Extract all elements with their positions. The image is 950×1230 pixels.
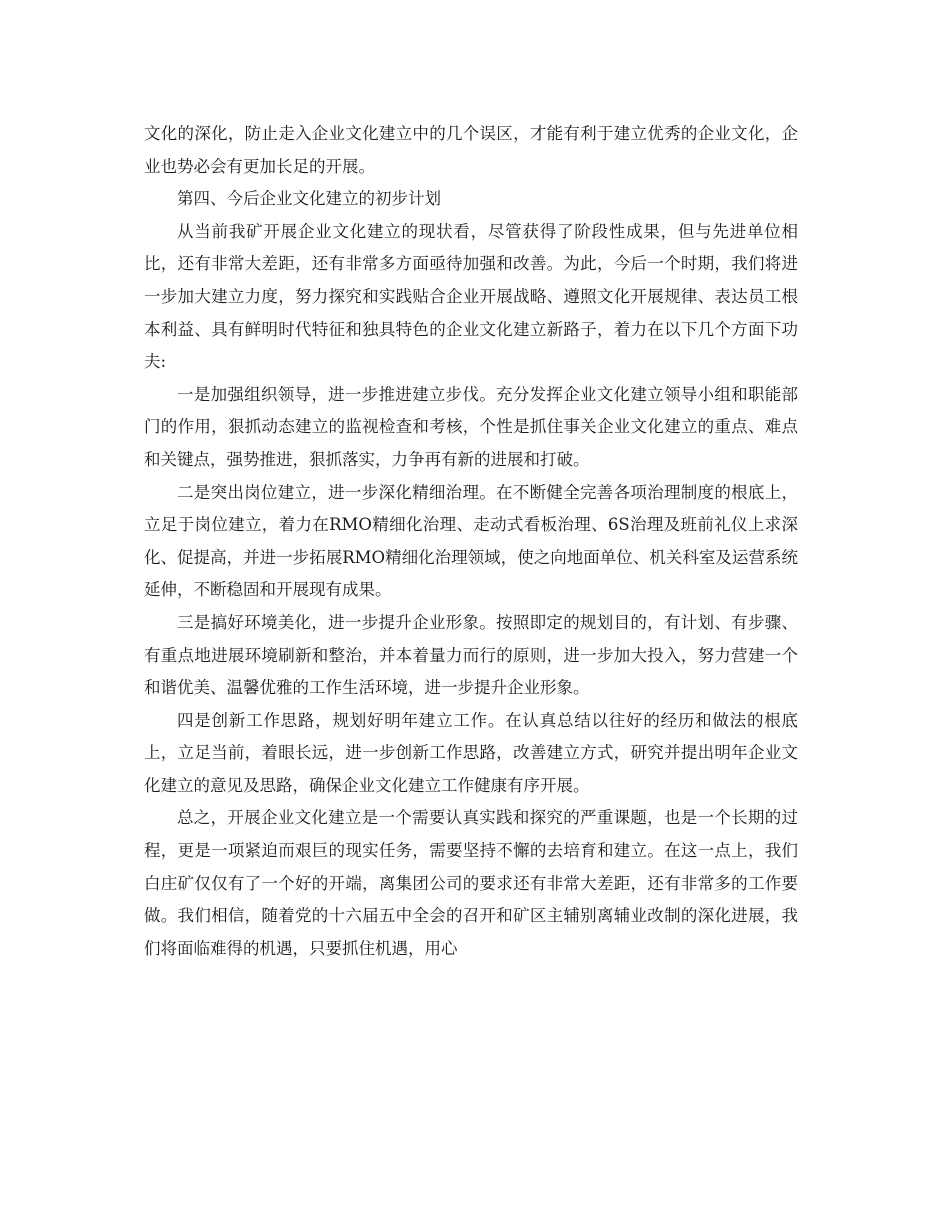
- paragraph-current-status: 从当前我矿开展企业文化建立的现状看，尽管获得了阶段性成果，但与先进单位相比，还有非常大差距，还有非常多方面亟待加强和改善。为此，今后一个时期，我们将进一步加大建立力度，努力探究和实践贴合企业开展战略、遵照文化开展规律、表达员工根本利益、具有鲜明时代特征和独具特色的企业文化建立新路子，着力在以下几个方面下功夫:: [144, 221, 798, 372]
- paragraph-item-two: 二是突出岗位建立，进一步深化精细治理。在不断健全完善各项治理制度的根底上，立足于岗位建立，着力在RMO精细化治理、走动式看板治理、6S治理及班前礼仪上求深化、促提高，并进一步拓展RMO精细化治理领域，使之向地面单位、机关科室及运营系统延伸，不断稳固和开展现有成果。: [144, 482, 798, 600]
- paragraph-continued: 文化的深化，防止走入企业文化建立中的几个误区，才能有利于建立优秀的企业文化，企业也势必会有更加长足的开展。: [144, 124, 798, 176]
- paragraph-item-one: 一是加强组织领导，进一步推进建立步伐。充分发挥企业文化建立领导小组和职能部门的作用，狠抓动态建立的监视检查和考核，个性是抓住事关企业文化建立的重点、难点和关键点，强势推进，狠抓落实，力争再有新的进展和打破。: [144, 384, 798, 469]
- section-heading: 第四、今后企业文化建立的初步计划: [177, 189, 441, 209]
- paragraph-item-four: 四是创新工作思路，规划好明年建立工作。在认真总结以往好的经历和做法的根底上，立足当前，着眼长远，进一步创新工作思路，改善建立方式，研究并提出明年企业文化建立的意见及思路，确保企业文化建立工作健康有序开展。: [144, 710, 798, 795]
- paragraph-conclusion: 总之，开展企业文化建立是一个需要认真实践和探究的严重课题，也是一个长期的过程，更是一项紧迫而艰巨的现实任务，需要坚持不懈的去培育和建立。在这一点上，我们白庄矿仅仅有了一个好的开端，离集团公司的要求还有非常大差距，还有非常多的工作要做。我们相信，随着党的十六届五中全会的召开和矿区主辅别离辅业改制的深化进展，我们将面临难得的机遇，只要抓住机遇，用心: [144, 808, 798, 958]
- paragraph-item-three: 三是搞好环境美化，进一步提升企业形象。按照即定的规划目的，有计划、有步骤、有重点地进展环境刷新和整治，并本着量力而行的原则，进一步加大投入，努力营建一个和谐优美、温馨优雅的工作生活环境，进一步提升企业形象。: [144, 612, 798, 698]
- document-body: [144, 118, 798, 965]
